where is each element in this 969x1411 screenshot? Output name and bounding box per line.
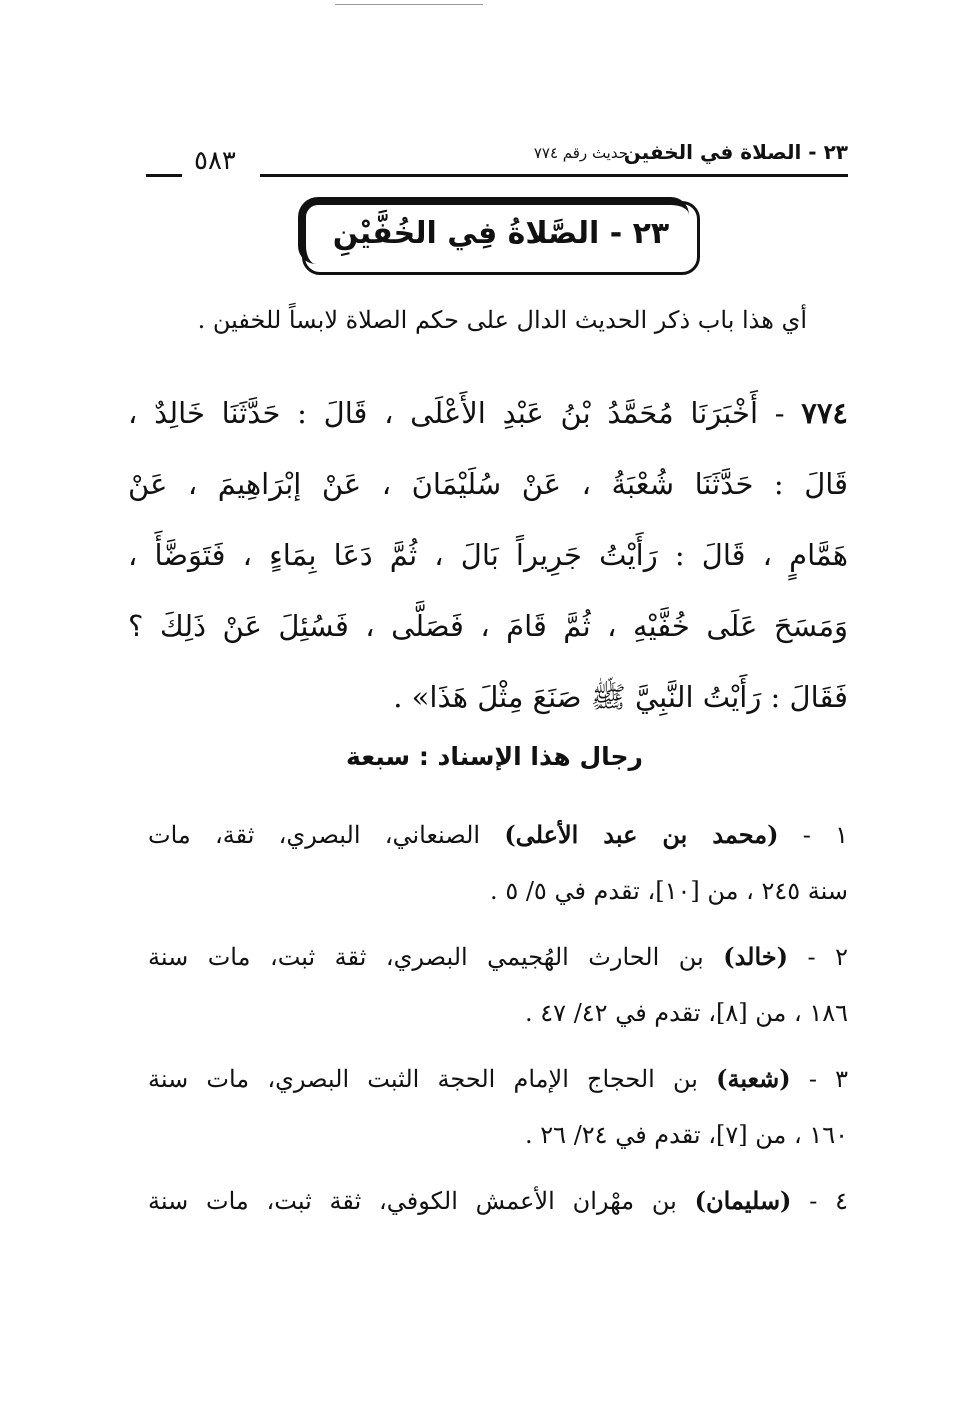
narrator-details: الصنعاني، البصري، ثقة، مات: [148, 821, 481, 849]
narrator-entry: [148, 1050, 848, 1164]
narrator-details: بن مهْران الأعمش الكوفي، ثقة ثبت، مات سنة: [148, 1187, 677, 1215]
narrator-line-continued: ١٦٠ ، من [٧]، تقدم في ٢٤/ ٢٦ .: [525, 1121, 848, 1149]
narrator-line: [148, 1172, 848, 1229]
hadith-text: [128, 378, 848, 733]
hadith-line-3: هَمَّامٍ ، قَالَ : رَأَيْتُ جَرِيراً بَالَ ، ثُمَّ دَعَا بِمَاءٍ ، فَتَوَضَّأَ ،: [128, 538, 848, 572]
header-rule: [260, 174, 848, 177]
narrator-entry: [148, 928, 848, 1042]
chapter-intro: أي هذا باب ذكر الحديث الدال على حكم الصلاة لابساً للخفين .: [197, 306, 807, 334]
hadith-line-1: [128, 378, 848, 449]
narrator-name: (خالد): [723, 942, 788, 971]
narrator-number: ٤ -: [809, 1187, 849, 1215]
narrator-details: بن الحجاج الإمام الحجة الثبت البصري، مات سنة: [148, 1065, 698, 1093]
narrator-line: [148, 806, 848, 863]
narrator-name: (محمد بن عبد الأعلى): [504, 820, 779, 849]
top-rule: [335, 4, 483, 5]
narrator-entry: [148, 1172, 848, 1229]
narrator-details: بن الحارث الهُجيمي البصري، ثقة ثبت، مات سنة: [148, 943, 704, 971]
running-head-chapter: ٢٣ - الصلاة في الخفين: [623, 140, 848, 164]
narrator-number: ٣ -: [808, 1065, 848, 1093]
narrator-number: ٢ -: [807, 943, 848, 971]
rijal-heading: رجال هذا الإسناد : سبعة: [346, 742, 643, 771]
narrator-name: (شعبة): [716, 1064, 791, 1093]
hadith-line-1-text: - أَخْبَرَنَا مُحَمَّدُ بْنُ عَبْدِ الأَعْلَى ، قَالَ : حَدَّثَنَا خَالِدٌ ،: [128, 396, 785, 430]
narrator-number: ١ -: [802, 821, 848, 849]
narrator-line-continued: سنة ٢٤٥ ، من [١٠]، تقدم في ٥/ ٥ .: [490, 877, 848, 905]
hadith-line-5: فَقَالَ : رَأَيْتُ النَّبِيَّ ﷺ صَنَعَ مِثْلَ هَذَا» .: [393, 680, 848, 714]
hadith-number: ٧٧٤: [801, 396, 848, 430]
narrator-line: [148, 928, 848, 985]
page-number: ٥٨٣: [194, 146, 236, 176]
hadith-line-2: قَالَ : حَدَّثَنَا شُعْبَةُ ، عَنْ سُلَيْمَانَ ، عَنْ إبْرَاهِيمَ ، عَنْ: [128, 467, 848, 501]
hadith-line-4: وَمَسَحَ عَلَى خُفَّيْهِ ، ثُمَّ قَامَ ، فَصَلَّى ، فَسُئِلَ عَنْ ذَلِكَ ؟: [128, 609, 848, 643]
narrator-entry: [148, 806, 848, 920]
narrator-line-continued: ١٨٦ ، من [٨]، تقدم في ٤٢/ ٤٧ .: [525, 999, 848, 1027]
narrator-list: [148, 806, 848, 1237]
chapter-title-frame: [302, 201, 700, 275]
running-head: [146, 140, 848, 180]
page-number-dash: [146, 174, 182, 177]
running-head-hadith-ref: حديث رقم ٧٧٤: [533, 144, 628, 162]
chapter-title: ٢٣ - الصَّلاةُ فِي الخُفَّيْنِ: [332, 216, 670, 251]
narrator-name: (سليمان): [694, 1186, 792, 1215]
narrator-line: [148, 1050, 848, 1107]
